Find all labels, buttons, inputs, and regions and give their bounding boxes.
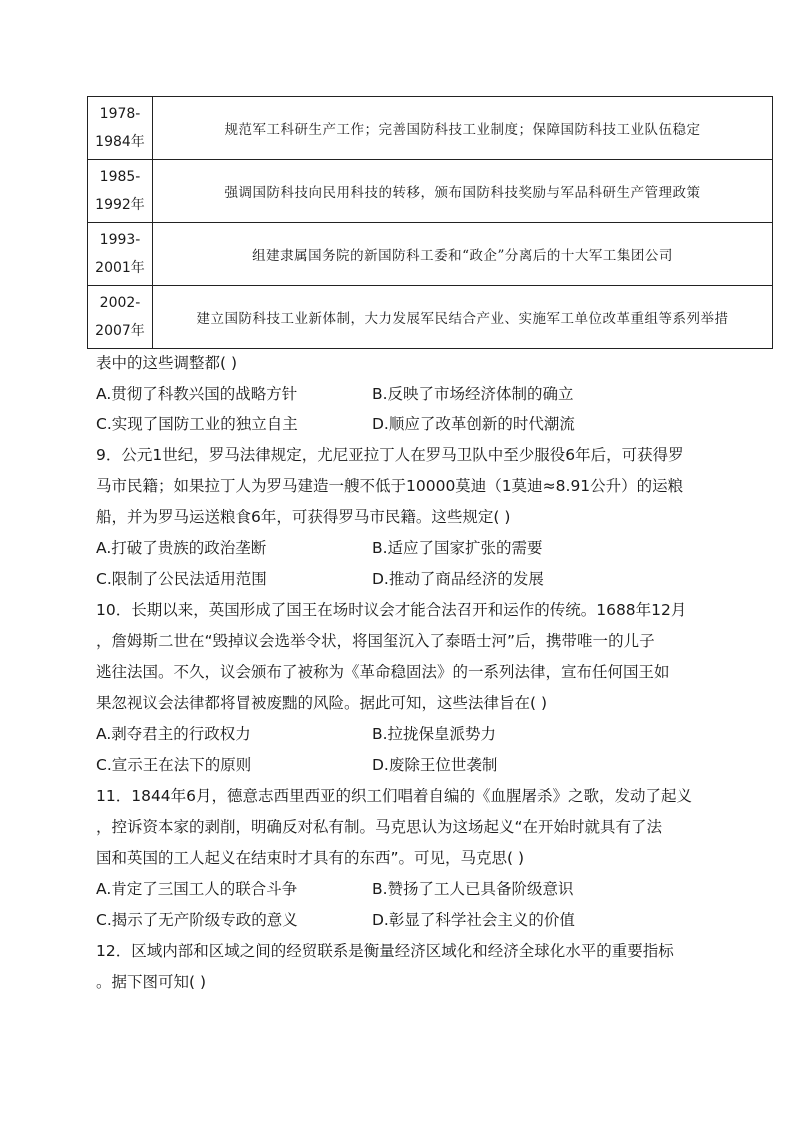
q10-line: 果忽视议会法律都将冒被废黜的风险。据此可知，这些法律旨在( ) — [96, 694, 548, 712]
q12-line: 。据下图可知( ) — [96, 973, 207, 991]
table-row — [88, 160, 773, 223]
table-row — [88, 223, 773, 286]
q10-option-b[interactable]: B.拉拢保皇派势力 — [372, 725, 497, 743]
q11-line: 国和英国的工人起义在结束时才具有的东西”。可见，马克思( ) — [96, 849, 525, 867]
q8-stem: 表中的这些调整都( ) — [96, 354, 238, 372]
q10-option-c[interactable]: C.宣示王在法下的原则 — [96, 756, 252, 774]
q9-line: 9．公元1世纪，罗马法律规定，尤尼亚拉丁人在罗马卫队中至少服役6年后，可获得罗 — [96, 446, 684, 464]
q8-option-d[interactable]: D.顺应了改革创新的时代潮流 — [372, 415, 575, 433]
q10-option-d[interactable]: D.废除王位世袭制 — [372, 756, 498, 774]
q11-option-b[interactable]: B.赞扬了工人已具备阶级意识 — [372, 880, 574, 898]
year-start: 2002- — [99, 295, 141, 311]
q10-option-a[interactable]: A.剥夺君主的行政权力 — [96, 725, 251, 743]
q12-line: 12．区域内部和区域之间的经贸联系是衡量经济区域化和经济全球化水平的重要指标 — [96, 942, 674, 960]
q11-line: 11．1844年6月，德意志西里西亚的织工们唱着自编的《血腥屠杀》之歌，发动了起义 — [96, 787, 693, 805]
year-cell — [88, 160, 153, 223]
q8-option-b[interactable]: B.反映了市场经济体制的确立 — [372, 385, 574, 403]
q11-option-a[interactable]: A.肯定了三国工人的联合斗争 — [96, 880, 298, 898]
q9-option-d[interactable]: D.推动了商品经济的发展 — [372, 570, 544, 588]
year-start: 1978- — [99, 106, 141, 122]
year-cell — [88, 286, 153, 349]
content-cell: 规范军工科研生产工作；完善国防科技工业制度；保障国防科技工业队伍稳定 — [153, 97, 773, 160]
q11-option-d[interactable]: D.彰显了科学社会主义的价值 — [372, 911, 575, 929]
q11-line: ，控诉资本家的剥削，明确反对私有制。马克思认为这场起义“在开始时就具有了法 — [96, 818, 663, 836]
q10-line: 10．长期以来，英国形成了国王在场时议会才能合法召开和运作的传统。1688年12月 — [96, 601, 687, 619]
year-cell — [88, 97, 153, 160]
q11-option-c[interactable]: C.揭示了无产阶级专政的意义 — [96, 911, 298, 929]
year-end: 1984年 — [95, 134, 145, 150]
q10-line: 逃往法国。不久，议会颁布了被称为《革命稳固法》的一系列法律，宣布任何国王如 — [96, 663, 670, 681]
content-cell: 组建隶属国务院的新国防科工委和“政企”分离后的十大军工集团公司 — [153, 223, 773, 286]
q9-line: 马市民籍；如果拉丁人为罗马建造一艘不低于10000莫迪（1莫迪≈8.91公升）的运粮 — [96, 477, 684, 495]
q9-line: 船，并为罗马运送粮食6年，可获得罗马市民籍。这些规定( ) — [96, 508, 511, 526]
year-start: 1985- — [99, 169, 141, 185]
year-cell — [88, 223, 153, 286]
year-end: 2001年 — [95, 260, 145, 276]
year-end: 1992年 — [95, 197, 145, 213]
q10-line: ，詹姆斯二世在“毁掉议会选举令状，将国玺沉入了泰晤士河”后，携带唯一的儿子 — [96, 632, 655, 650]
q9-option-c[interactable]: C.限制了公民法适用范围 — [96, 570, 267, 588]
q8-option-c[interactable]: C.实现了国防工业的独立自主 — [96, 415, 298, 433]
year-end: 2007年 — [95, 323, 145, 339]
q9-option-b[interactable]: B.适应了国家扩张的需要 — [372, 539, 543, 557]
policy-table — [87, 96, 773, 349]
q8-option-a[interactable]: A.贯彻了科教兴国的战略方针 — [96, 385, 298, 403]
year-start: 1993- — [99, 232, 141, 248]
content-cell: 强调国防科技向民用科技的转移，颁布国防科技奖励与军品科研生产管理政策 — [153, 160, 773, 223]
q9-option-a[interactable]: A.打破了贵族的政治垄断 — [96, 539, 267, 557]
table-row — [88, 286, 773, 349]
content-cell: 建立国防科技工业新体制，大力发展军民结合产业、实施军工单位改革重组等系列举措 — [153, 286, 773, 349]
table-row — [88, 97, 773, 160]
